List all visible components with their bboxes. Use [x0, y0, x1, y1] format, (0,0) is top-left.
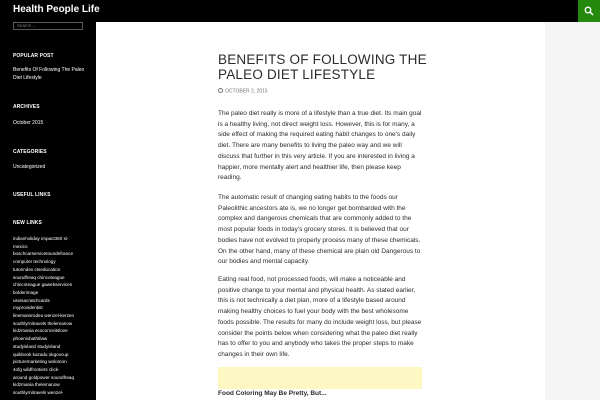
list-item[interactable]: myprovidentist	[13, 305, 43, 311]
archives-title: ARCHIVES	[13, 104, 40, 110]
content-right-margin	[545, 22, 600, 400]
list-item[interactable]: boschcarservicetoundefrance	[13, 251, 74, 257]
list-item[interactable]: usvisacratchcards	[13, 297, 50, 303]
list-item[interactable]: indianholiday impact360 si-	[13, 236, 69, 241]
popular-post-link[interactable]: Benefits Of Following The Paleo Diet Lifestyle	[13, 67, 85, 81]
list-item[interactable]: kidzmania ecoconceitslove	[13, 328, 68, 334]
list-item[interactable]: quikbook kazadu okgovcup	[13, 351, 69, 357]
list-item[interactable]: 4ofg wildfrontiers click-	[13, 366, 60, 372]
list-item[interactable]: mexico	[13, 243, 28, 249]
categories-title: CATEGORIES	[13, 149, 47, 155]
search-icon	[584, 6, 594, 16]
site-header	[0, 0, 600, 22]
highlight-box	[218, 367, 422, 389]
list-item[interactable]: phoenixbathtilaw	[13, 336, 48, 342]
list-item[interactable]: southlyrnitravels wenzel-	[13, 390, 64, 396]
list-item[interactable]: picturemarketing wolomon	[13, 359, 67, 365]
useful-links-title: USEFUL LINKS	[13, 192, 51, 198]
list-item[interactable]: linemansrodeo wenzel-kerzen	[13, 313, 75, 319]
new-links-title: NEW LINKS	[13, 220, 42, 226]
category-link[interactable]: Uncategorized	[13, 164, 46, 170]
post-paragraph: Eating real food, not processed foods, will make a noticeable and positive change to your mental and physical health. As stated earlier, this is not technically a diet plan, more of a lifestyle based around making healthy choices to fuel your body with the best wholesome foods possible. The results for many do include weight loss, but please consider the points below when considering what the paleo diet really has to offer to you and anybody who takes the proper steps to make changes in their own life.	[218, 276, 422, 358]
list-item[interactable]: chincoteague gawebservices	[13, 282, 72, 288]
list-item[interactable]: soundfreaq chincoteague	[13, 274, 65, 280]
archives-link[interactable]: October 2015	[13, 120, 44, 126]
popular-post-title: POPULAR POST	[13, 53, 54, 59]
post-date[interactable]	[218, 88, 268, 95]
list-item[interactable]: kidzmania thelemanow	[13, 382, 60, 388]
new-links-list	[13, 235, 93, 397]
list-item[interactable]: around goldpower soundfreaq	[13, 374, 75, 380]
site-title[interactable]: Health People Life	[13, 4, 100, 15]
list-item[interactable]: bolderimage	[13, 289, 39, 295]
post-date-text: OCTOBER 2, 2015	[225, 88, 268, 95]
post-paragraph: The automatic result of changing eating habits to the foods our Paleolithic ancestors ate is, we no longer get bombarded with the complex and dangerous chemicals that are commonly added to the most popular foods in today's grocery stores. It is believed that our bodies have not evolved to properly process many of these chemicals. On the other hand, many of these chemical are plain old Dangerous to our bodies and mental capacity.	[218, 194, 421, 266]
post-subheading: Food Coloring May Be Pretty, But...	[218, 390, 327, 397]
list-item[interactable]: computer technology	[13, 259, 56, 265]
clock-icon	[218, 88, 223, 93]
search-toggle-button[interactable]	[578, 0, 600, 22]
list-item[interactable]: southlyrnitravels thelemanow	[13, 320, 73, 326]
list-item[interactable]: tutorindex ctseducation	[13, 266, 61, 272]
sidebar	[0, 22, 96, 400]
post-paragraph: The paleo diet really is more of a lifestyle than a true diet. Its main goal is a healthy living, not direct weight loss. However, this is for many, a side effect of making the required eating habit changes to one's daily diet. There are many benefits to living the paleo way and we will discuss that further in this very article. If you are interested in living a happier, more mentally alert and healthier life, then please keep reading.	[218, 110, 422, 182]
post-title[interactable]: BENEFITS OF FOLLOWING THE PALEO DIET LIFESTYLE	[218, 52, 427, 82]
list-item[interactable]: studyisland studyisland	[13, 343, 61, 349]
search-input[interactable]: Search ...	[13, 22, 83, 30]
